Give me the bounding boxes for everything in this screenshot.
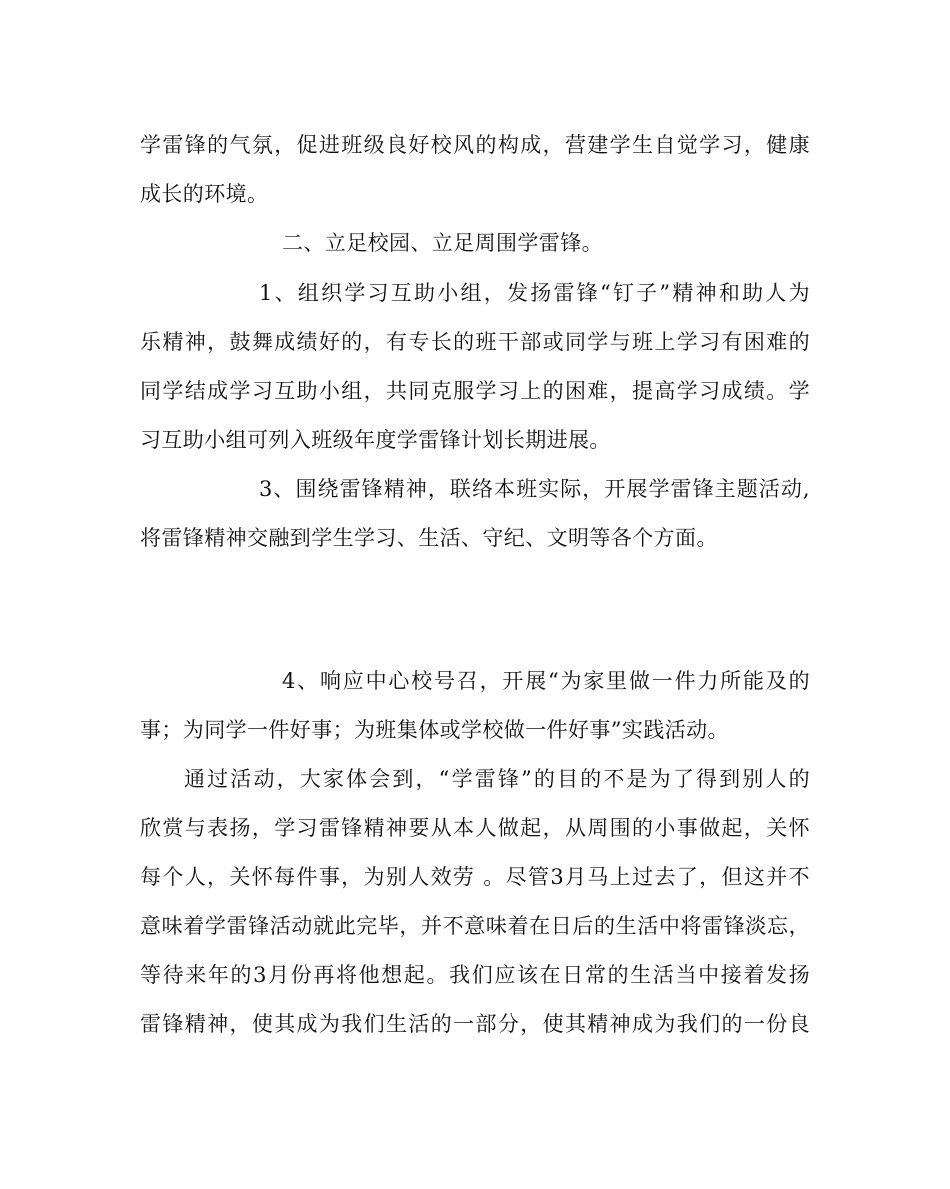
item-3-line-2: 将雷锋精神交融到学生学习、生活、守纪、文明等各个方面。 [140,526,718,550]
item-1-line-1: 1、组织学习互助小组，发扬雷锋“钉子”精神和助人为 [259,281,810,305]
paragraph-1-line-2: 成长的环境。 [140,182,269,206]
section-heading: 二、立足校园、立足周围学雷锋。 [282,231,603,255]
paragraph-2-line-5: 等待来年的3月份再将他想起。我们应该在日常的生活当中接着发扬 [140,963,810,987]
item-4-line-2: 事；为同学一件好事；为班集体或学校做一件好事”实践活动。 [140,718,729,742]
paragraph-1-line-1: 学雷锋的气氛，促进班级良好校风的构成，营建学生自觉学习，健康 [140,133,810,157]
item-1-line-3: 同学结成学习互助小组，共同克服学习上的困难，提高学习成绩。学 [140,379,810,403]
paragraph-2-line-3: 每个人，关怀每件事，为别人效劳 。尽管3月马上过去了，但这并不 [140,865,810,889]
paragraph-2-line-6: 雷锋精神，使其成为我们生活的一部分，使其精神成为我们的一份良 [140,1012,810,1036]
item-1-line-2: 乐精神，鼓舞成绩好的，有专长的班干部或同学与班上学习有困难的 [140,330,810,354]
item-3-line-1: 3、围绕雷锋精神，联络本班实际，开展学雷锋主题活动, [259,477,810,501]
item-1-line-4: 习互助小组可列入班级年度学雷锋计划长期进展。 [140,428,611,452]
item-4-line-1: 4、响应中心校号召，开展“为家里做一件力所能及的 [282,669,810,693]
paragraph-2-line-4: 意味着学雷锋活动就此完毕，并不意味着在日后的生活中将雷锋淡忘， [140,914,810,938]
paragraph-2-line-2: 欣赏与表扬，学习雷锋精神要从本人做起，从周围的小事做起，关怀 [140,816,810,840]
paragraph-2-line-1: 通过活动，大家体会到，“学雷锋”的目的不是为了得到别人的 [184,767,810,791]
